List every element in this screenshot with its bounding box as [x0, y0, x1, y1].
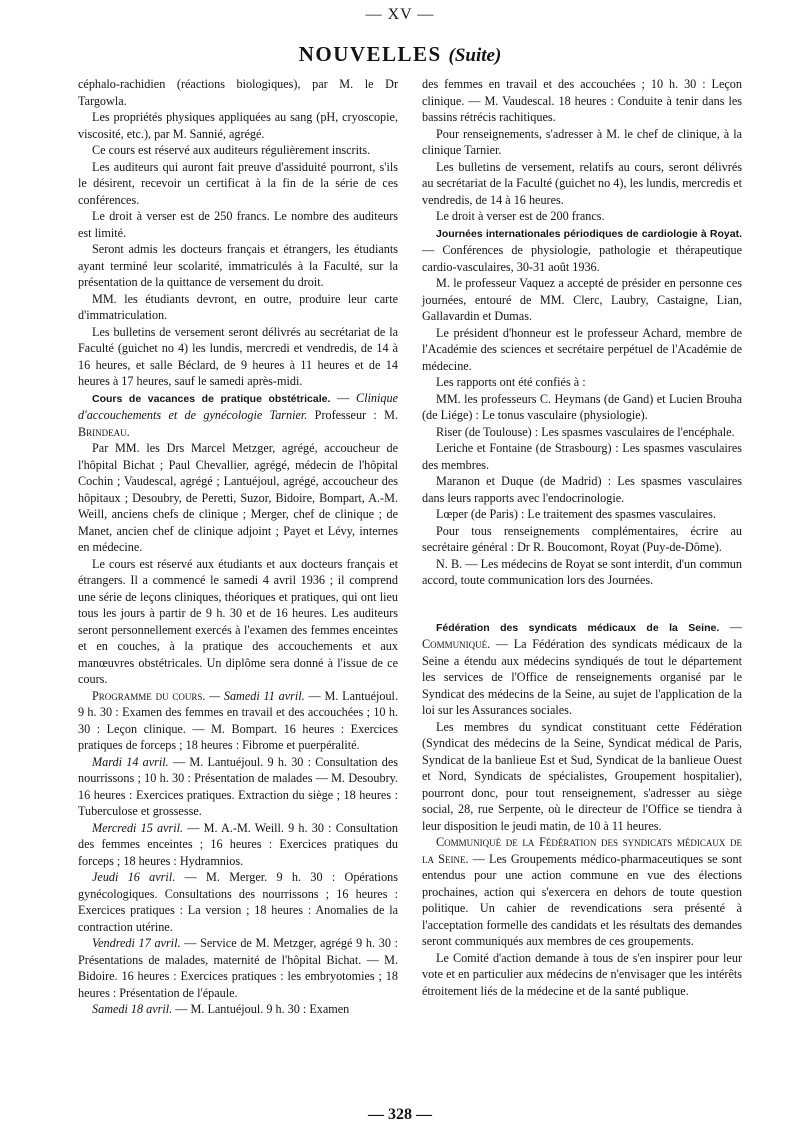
paragraph: Le droit à verser est de 250 francs. Le nombre des auditeurs est limité.: [78, 209, 398, 240]
paragraph: MM. les professeurs C. Heymans (de Gand) et Lucien Brouha (de Liége) : Le tonus vasculaire (physiologie).: [422, 391, 742, 422]
program-entry: Jeudi 16 avril. — M. Merger. 9 h. 30 : Opérations gynécologiques. Consultations des nourrissons ; 16 heures : Exercices pratiques : La version ; 18 heures : Anomalies de la contraction utérine.: [78, 870, 398, 934]
program-entry: Samedi 18 avril. — M. Lantuéjoul. 9 h. 30 : Examen: [92, 1002, 350, 1016]
program-entry: Mardi 14 avril. — M. Lantuéjoul. 9 h. 30 : Consultation des nourrissons ; 10 h. 30 : Présentation de malades — M. Desoubry. 16 heures : Exercices pratiques. Extraction du siège ; 18 heures : Tuberculose et grossesse.: [78, 754, 398, 818]
page-title: [0, 42, 800, 67]
communique-paragraph: Communiqué de la Fédération des syndicats médicaux de la Seine. — Les Groupements médico-pharmaceutiques se sont entendus pour une action commune en vue des élections prochaines, action qui s'exercera en dehors de toute question politique. Un cahier de revendications sera présenté à l'acceptation formelle des candidats et les résultats des demandes seront communiqués aux membres de ces groupements.: [422, 835, 742, 948]
paragraph: Le président d'honneur est le professeur Achard, membre de l'Académie des sciences et secrétaire perpétuel de l'Académie de médecine.: [422, 325, 742, 373]
program-entry: Programme du cours. — Samedi 11 avril. — M. Lantuéjoul. 9 h. 30 : Examen des femmes en travail et des accouchées ; 10 h. 30 : Leçon clinique. — M. Bompart. 16 heures : Exercices pratiques de forceps ; 18 heures : Fibrome et puerpéralité.: [78, 688, 398, 752]
page-number: — 328 —: [368, 1106, 432, 1123]
paragraph: Riser (de Toulouse) : Les spasmes vasculaires de l'encéphale.: [436, 424, 735, 439]
paragraph: Seront admis les docteurs français et étrangers, les étudiants ayant terminé leur scolarité, immatriculés à la Faculté, sur la présentation de la quittance de versement du droit.: [78, 242, 398, 289]
paragraph: Ce cours est réservé aux auditeurs régulièrement inscrits.: [92, 143, 371, 157]
paragraph: Les rapports ont été confiés à :: [436, 375, 586, 389]
paragraph: Les membres du syndicat constituant cette Fédération (Syndicat des médecins de la Seine, Syndicat médical de Paris, Syndicat de la banlieue Est et Sud, Syndicat de la banlieue Ouest et Nord, Syndicats de spécialistes, Groupement hospitalier), pourront donc, pour tout renseignement, s'adresser au siège social, 28, rue Serpente, où le directeur de l'Office se tiendra à leur disposition le jeudi matin, de 10 à 11 heures.: [422, 719, 742, 833]
paragraph: Le Comité d'action demande à tous de s'en inspirer pour leur vote et en particulier aux médecins de n'envisager que les intérêts étroitement liés de la médecine et de la santé publique.: [422, 950, 742, 998]
paragraph: Pour tous renseignements complémentaires, écrire au secrétaire général : Dr R. Boucomont, Royat (Puy-de-Dôme).: [422, 523, 742, 554]
paragraph: des femmes en travail et des accouchées ; 10 h. 30 : Leçon clinique. — M. Vaudescal. 18 heures : Conduite à tenir dans les bassins rétrécis rachitiques.: [422, 77, 742, 124]
paragraph: MM. les étudiants devront, en outre, produire leur carte d'immatriculation.: [78, 291, 398, 322]
title-text: NOUVELLES: [298, 42, 442, 66]
paragraph: céphalo-rachidien (réactions biologiques), par M. le Dr Targowla.: [78, 77, 398, 108]
paragraph: Lœper (de Paris) : Le traitement des spasmes vasculaires.: [436, 507, 716, 521]
cardiology-heading: Journées internationales périodiques de cardiologie à Royat. — Conférences de physiologie, pathologie et thérapeutique cardio-vasculaires, 30-31 août 1936.: [422, 227, 742, 274]
left-column: [78, 76, 398, 1018]
paragraph: M. le professeur Vaquez a accepté de présider en personne ces journées, entouré de MM. Clerc, Laubry, Castaigne, Lian, Gallavardin et Dumas.: [422, 276, 742, 323]
paragraph: Le droit à verser est de 200 francs.: [436, 209, 605, 223]
paragraph: Pour renseignements, s'adresser à M. le chef de clinique, à la clinique Tarnier.: [422, 126, 742, 157]
paragraph: Les bulletins de versement seront délivrés au secrétariat de la Faculté (guichet no 4) les lundis, mercredi et vendredis, de 14 à 16 heures, et salle Béclard, de 9 heures à 11 heures et de 14 heures à 17 heures, sauf le samedi après-midi.: [78, 324, 398, 388]
program-entry: Vendredi 17 avril. — Service de M. Metzger, agrégé 9 h. 30 : Présentations de malades, maternité de l'hôpital Bichat. — M. Bidoire. 16 heures : Exercices pratiques : les embryotomies ; 18 heures : Présentation de l'épaule.: [78, 936, 398, 1000]
paragraph: Les bulletins de versement, relatifs au cours, seront délivrés au secrétariat de la Faculté (guichet no 4), les lundis, mercredis et vendredis, de 14 à 16 heures.: [422, 159, 742, 207]
paragraph: Par MM. les Drs Marcel Metzger, agrégé, accoucheur de l'hôpital Bichat ; Paul Chevallier, agrégé, médecin de l'hôpital Cochin ; Vaudescal, agrégé ; Lantuéjoul, agrégé, accoucheur des hôpitaux ; Desoubry, de Peretti, Suzor, Bidoire, Bompart, A.-M. Weill, anciens chefs de clinique ; Merger, chef de clinique ; de Manet, ancien chef de clinique adjoint ; Payet et Lévy, internes en médecine.: [78, 441, 398, 554]
obstetric-course-heading: Cours de vacances de pratique obstétricale. — Clinique d'accouchements et de gynécologie Tarnier. Professeur : M. Brindeau.: [78, 390, 399, 439]
section-heading: Cours de vacances de pratique obstétricale.: [92, 392, 331, 405]
title-suite: (Suite): [448, 45, 502, 66]
section-heading: Fédération des syndicats médicaux de la Seine.: [436, 621, 720, 634]
roman-page-number: — XV —: [365, 6, 435, 23]
paragraph: N. B. — Les médecins de Royat se sont interdit, d'un commun accord, toute communication lors des Journées.: [422, 556, 742, 587]
right-column: [422, 76, 742, 999]
paragraph: Les auditeurs qui auront fait preuve d'assiduité pourront, s'ils le désirent, recevoir un certificat à la fin de la série de ces conférences.: [78, 159, 398, 207]
paragraph: Le cours est réservé aux étudiants et aux docteurs français et étrangers. Il a commencé le samedi 4 avril 1936 ; il comprend une série de leçons cliniques, théoriques et pratiques, qui ont lieu tous les jours à partir de 9 h. 30 et de 16 heures. Les auditeurs seront personnellement exercés à l'examen des femmes enceintes et en couches, à la pratique des accouchements et aux manœuvres obstétricales. Un diplôme sera donné à l'issue de ce cours.: [78, 556, 398, 686]
paragraph: Maranon et Duque (de Madrid) : Les spasmes vasculaires dans leurs rapports avec l'endocrinologie.: [422, 474, 742, 505]
program-entry: Mercredi 15 avril. — M. A.-M. Weill. 9 h. 30 : Consultation des femmes enceintes ; 16 heures : Exercices pratiques du forceps ; 18 heures : Hydramnios.: [78, 820, 398, 868]
federation-heading: Fédération des syndicats médicaux de la Seine. — Communiqué. — La Fédération des syndicats médicaux de la Seine a étendu aux médecins syndiqués de tout le département les services de l'Office de renseignements organisé par le Syndicat des médecins de la Seine, au sujet de l'application de la loi sur les Assurances sociales.: [422, 619, 743, 717]
paragraph: Leriche et Fontaine (de Strasbourg) : Les spasmes vasculaires des membres.: [422, 441, 742, 472]
section-heading: Journées internationales périodiques de cardiologie à Royat.: [436, 227, 742, 240]
paragraph: Les propriétés physiques appliquées au sang (pH, cryoscopie, viscosité, etc.), par M. Sannié, agrégé.: [78, 110, 398, 141]
